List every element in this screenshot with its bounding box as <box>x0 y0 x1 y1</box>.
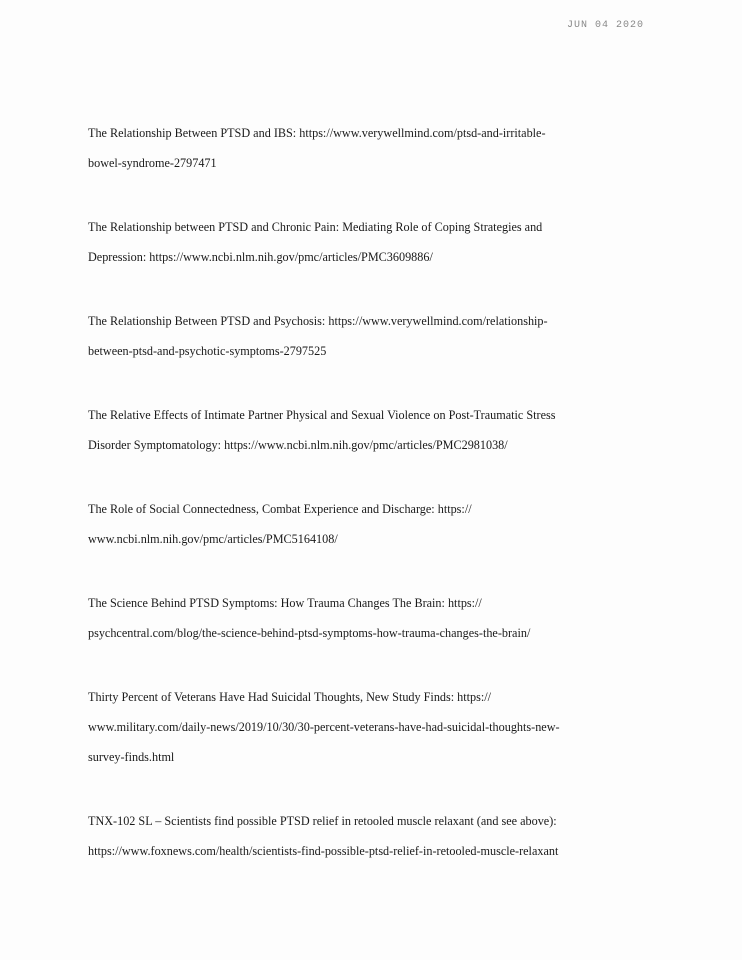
date-stamp: JUN 04 2020 <box>566 20 644 31</box>
reference-text-line: TNX-102 SL – Scientists find possible PTSD relief in retooled muscle relaxant (and see above): <box>88 814 557 828</box>
reference-text-line: The Relationship Between PTSD and Psychosis: https://www.verywellmind.com/relationship- <box>88 314 548 328</box>
reference-text-line: Disorder Symptomatology: https://www.ncbi.nlm.nih.gov/pmc/articles/PMC2981038/ <box>88 438 508 452</box>
reference-list <box>88 118 663 866</box>
reference-entry <box>88 588 663 648</box>
reference-text-line: bowel-syndrome-2797471 <box>88 156 217 170</box>
reference-entry <box>88 494 663 554</box>
reference-entry <box>88 400 663 460</box>
reference-text-line: www.military.com/daily-news/2019/10/30/30-percent-veterans-have-had-suicidal-thoughts-new- <box>88 720 560 734</box>
reference-text-line: Depression: https://www.ncbi.nlm.nih.gov/pmc/articles/PMC3609886/ <box>88 250 433 264</box>
reference-text-line: The Role of Social Connectedness, Combat Experience and Discharge: https:// <box>88 502 472 516</box>
reference-text-line: psychcentral.com/blog/the-science-behind-ptsd-symptoms-how-trauma-changes-the-brain/ <box>88 626 531 640</box>
reference-entry <box>88 306 663 366</box>
reference-text-line: The Science Behind PTSD Symptoms: How Trauma Changes The Brain: https:// <box>88 596 482 610</box>
reference-text-line: Thirty Percent of Veterans Have Had Suicidal Thoughts, New Study Finds: https:// <box>88 690 492 704</box>
reference-entry <box>88 806 663 866</box>
reference-text-line: www.ncbi.nlm.nih.gov/pmc/articles/PMC5164108/ <box>88 532 338 546</box>
reference-text-line: survey-finds.html <box>88 750 175 764</box>
reference-text-line: The Relationship between PTSD and Chronic Pain: Mediating Role of Coping Strategies and <box>88 220 543 234</box>
reference-text-line: The Relative Effects of Intimate Partner Physical and Sexual Violence on Post-Traumatic Stress <box>88 408 556 422</box>
reference-entry <box>88 682 663 772</box>
reference-entry <box>88 212 663 272</box>
reference-text-line: The Relationship Between PTSD and IBS: https://www.verywellmind.com/ptsd-and-irritable- <box>88 126 546 140</box>
reference-text-line: between-ptsd-and-psychotic-symptoms-2797525 <box>88 344 327 358</box>
reference-text-line: https://www.foxnews.com/health/scientists-find-possible-ptsd-relief-in-retooled-muscle-relaxant <box>88 844 559 858</box>
reference-entry <box>88 118 663 178</box>
